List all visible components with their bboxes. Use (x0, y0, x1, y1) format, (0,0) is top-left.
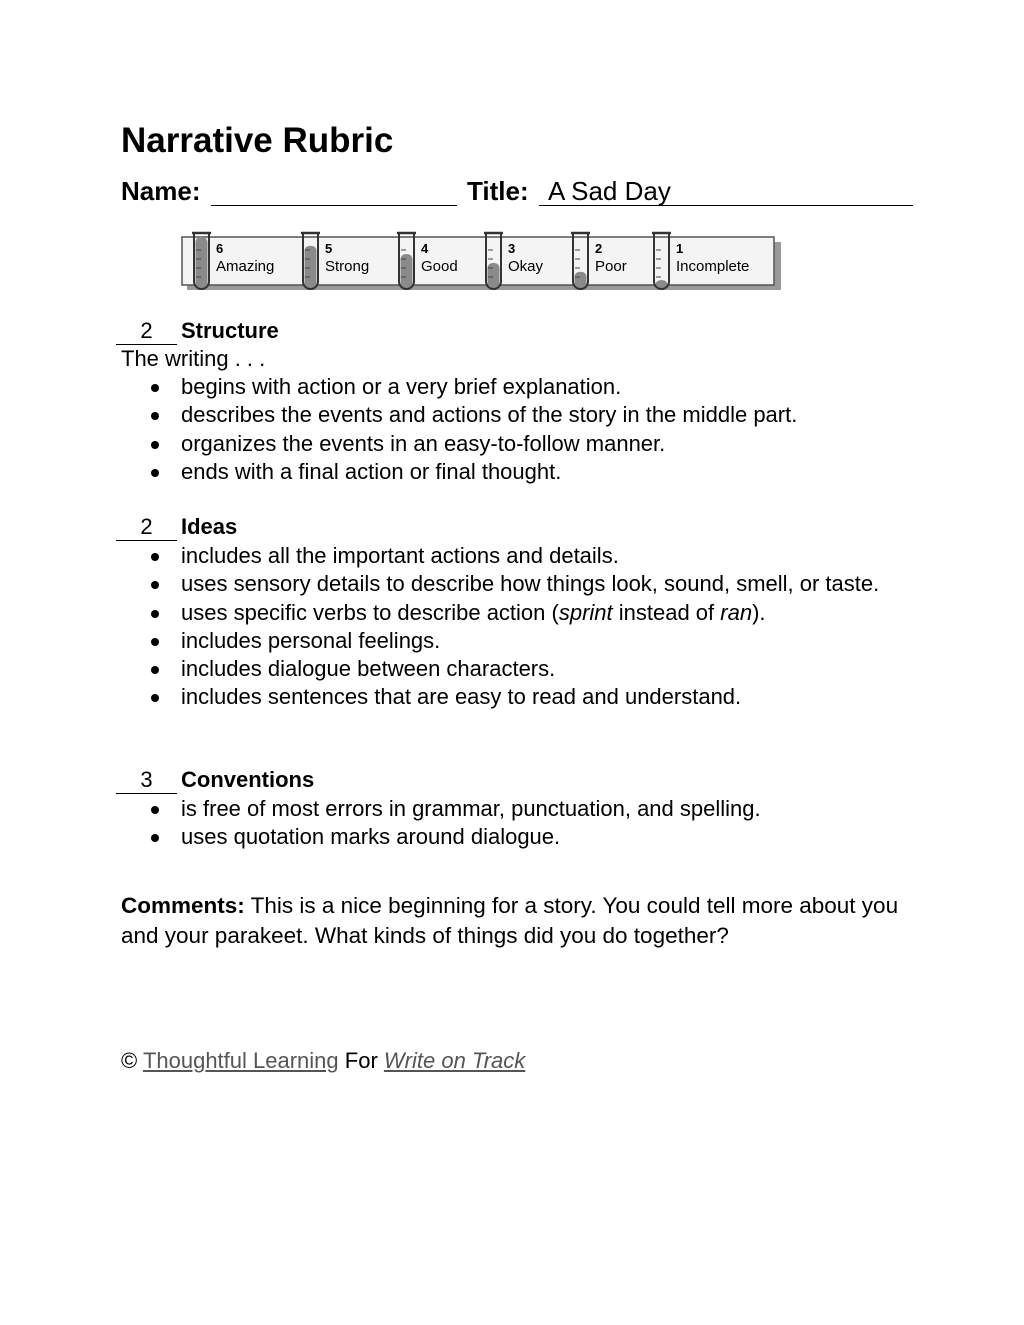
list-item-text: uses sensory details to describe how things look, sound, smell, or taste. (181, 571, 880, 597)
list-item (0, 458, 881, 486)
thoughtful-learning-link[interactable]: Thoughtful Learning (142, 1048, 339, 1073)
scale-number: 4 (421, 241, 429, 256)
bullet-icon (151, 666, 159, 674)
comments-text: This is a nice beginning for a story. You could tell more about you and your parakeet. What kinds of things did you do together? (121, 893, 899, 948)
list-item-text: includes dialogue between characters. (181, 656, 556, 682)
scale-label: Good (421, 258, 458, 275)
list-item-text: ends with a final action or final thought. (181, 458, 562, 484)
scale-number: 2 (595, 241, 603, 256)
ideas-heading: Ideas (181, 514, 238, 539)
bullet-icon (151, 581, 159, 589)
list-item (0, 542, 881, 570)
list-item (0, 823, 881, 851)
list-item-text: describes the events and actions of the story in the middle part. (181, 402, 798, 428)
structure-score[interactable]: 2 (116, 318, 177, 345)
tube-fill (305, 246, 317, 289)
list-item (0, 627, 881, 655)
conventions-list (0, 795, 881, 852)
name-field[interactable] (211, 205, 457, 206)
ideas-list (0, 542, 881, 712)
conventions-score[interactable]: 3 (116, 767, 177, 794)
structure-heading: Structure (181, 318, 279, 343)
list-item (0, 795, 881, 823)
write-on-track-link[interactable]: Write on Track (383, 1048, 526, 1073)
bullet-icon (151, 441, 159, 449)
tube-fill (196, 237, 208, 289)
conventions-heading: Conventions (181, 767, 315, 792)
bullet-icon (151, 806, 159, 814)
bullet-icon (151, 694, 159, 702)
tube-fill (575, 272, 587, 289)
list-item-text: begins with action or a very brief explanation. (181, 374, 622, 399)
scale-number: 3 (508, 241, 516, 256)
bullet-icon (151, 384, 159, 392)
scale-label: Poor (595, 258, 627, 275)
comments (121, 891, 911, 951)
rating-scale (180, 228, 790, 298)
copyright-symbol: © (121, 1048, 138, 1073)
list-item-text: includes all the important actions and details. (181, 543, 619, 568)
scale-number: 5 (325, 241, 333, 256)
footer-for-text: For (344, 1048, 378, 1073)
list-item-text: includes personal feelings. (181, 627, 441, 653)
list-item (0, 655, 881, 683)
bullet-icon (151, 469, 159, 477)
bullet-icon (151, 834, 159, 842)
list-item (0, 430, 881, 458)
footer (121, 1047, 525, 1075)
bullet-icon (151, 412, 159, 420)
scale-label: Amazing (216, 258, 275, 275)
comments-label: Comments: (121, 893, 245, 918)
scale-label: Strong (325, 258, 370, 275)
bullet-icon (151, 610, 159, 618)
tube-fill (488, 263, 500, 289)
title-label: Title: (467, 176, 529, 206)
list-item-text: uses quotation marks around dialogue. (181, 824, 561, 850)
structure-list (0, 373, 881, 486)
list-item-text: uses specific verbs to describe action (sprint instead of ran). (181, 599, 766, 625)
page-title: Narrative Rubric (121, 121, 394, 160)
scale-label: Okay (508, 258, 544, 275)
list-item (0, 683, 881, 711)
scale-label: Incomplete (676, 258, 750, 275)
title-value[interactable]: A Sad Day (548, 176, 671, 206)
scale-number: 1 (676, 241, 684, 256)
ideas-score[interactable]: 2 (116, 514, 177, 541)
list-item (0, 599, 881, 627)
list-item (0, 570, 881, 598)
list-item-text: is free of most errors in grammar, punctuation, and spelling. (181, 796, 761, 821)
bullet-icon (151, 638, 159, 646)
scale-number: 6 (216, 241, 224, 256)
structure-intro: The writing . . . (121, 346, 266, 371)
name-label: Name: (121, 176, 201, 206)
bullet-icon (151, 553, 159, 561)
list-item-text: organizes the events in an easy-to-follow manner. (181, 430, 666, 456)
list-item (0, 401, 881, 429)
list-item-text: includes sentences that are easy to read and understand. (181, 684, 742, 710)
list-item (0, 373, 881, 401)
